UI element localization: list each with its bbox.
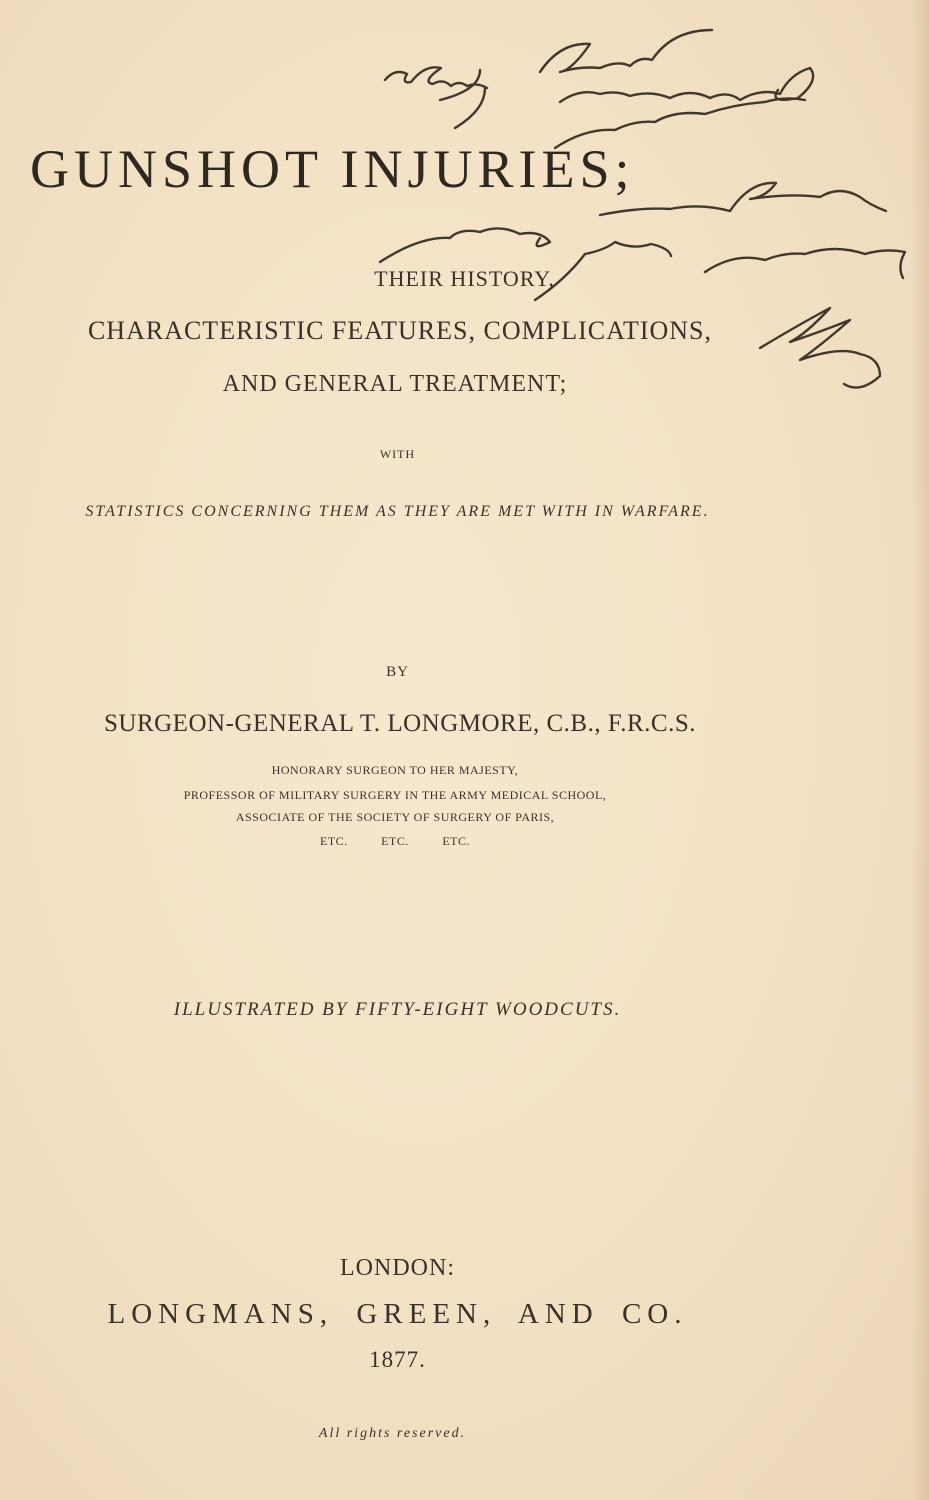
illustrated-note: ILLUSTRATED BY FIFTY-EIGHT WOODCUTS. [173,999,622,1020]
statistics-line: STATISTICS CONCERNING THEM AS THEY ARE MET WITH IN WARFARE. [85,503,710,520]
publisher-name: LONGMANS, GREEN, AND CO. [107,1298,688,1330]
author-role-3: ASSOCIATE OF THE SOCIETY OF SURGERY OF PARIS, [235,810,555,824]
author-role-1: HONORARY SURGEON TO HER MAJESTY, [271,763,519,777]
publication-year: 1877. [369,1347,426,1372]
page-edge-shadow [911,0,929,1500]
with-label: WITH [379,447,416,461]
author-role-2: PROFESSOR OF MILITARY SURGERY IN THE ARMY MEDICAL SCHOOL, [183,788,607,802]
by-label: BY [386,664,409,680]
subtitle-line-1: THEIR HISTORY, [374,266,555,291]
subtitle-line-2: CHARACTERISTIC FEATURES, COMPLICATIONS, [87,316,713,345]
subtitle-line-3: AND GENERAL TREATMENT; [222,371,568,397]
publication-place: LONDON: [340,1255,455,1281]
author-role-etc: ETC. ETC. ETC. [320,834,470,848]
book-title: GUNSHOT INJURIES; [30,139,635,199]
rights-notice: All rights reserved. [318,1426,467,1441]
author-name: SURGEON-GENERAL T. LONGMORE, C.B., F.R.C.S. [104,710,696,737]
